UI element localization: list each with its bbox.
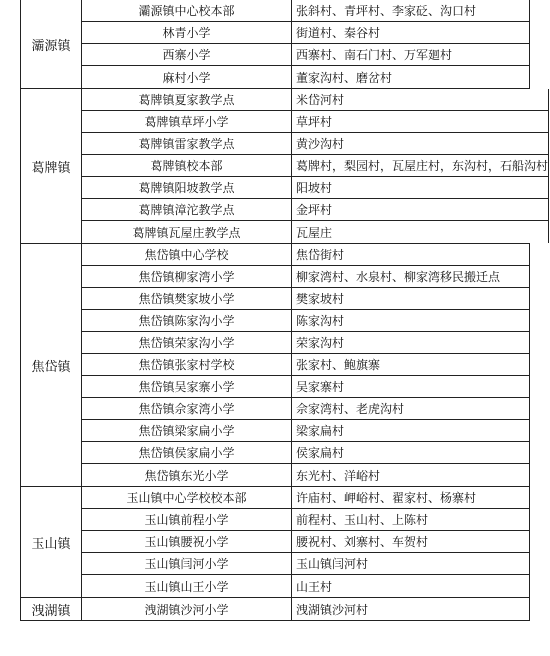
service-area-cell: 荣家沟村 [292,332,530,353]
table-row [82,89,549,111]
service-area-cell: 金坪村 [292,199,549,220]
town-name-cell: 灞源镇 [20,0,82,88]
table-row [82,221,549,243]
town-name-cell: 葛牌镇 [20,89,82,243]
table-row [82,199,549,221]
service-area-cell: 张斜村、青坪村、李家砭、沟口村 [292,0,530,21]
town-group [20,89,549,244]
table-row [82,598,530,620]
service-area-cell: 佘家湾村、老虎沟村 [292,398,530,419]
service-area-cell: 西寨村、南石门村、万军廻村 [292,44,530,65]
service-area-cell: 葛牌村，梨园村，瓦屋庄村，东沟村，石船沟村 [292,155,549,176]
service-area-cell: 许庙村、岬峪村、翟家村、杨寨村 [292,487,530,508]
town-name-cell: 玉山镇 [20,487,82,597]
table-row [82,531,530,553]
table-row [82,266,530,288]
table-row [82,310,530,332]
table-row [82,111,549,133]
service-area-cell: 玉山镇闫河村 [292,553,530,574]
table-row [82,44,530,66]
school-rows [82,89,549,243]
school-rows [82,487,530,597]
school-name-cell: 玉山镇山王小学 [82,575,292,597]
school-name-cell: 玉山镇前程小学 [82,509,292,530]
service-area-cell: 柳家湾村、水泉村、柳家湾移民搬迁点 [292,266,530,287]
service-area-cell: 前程村、玉山村、上陈村 [292,509,530,530]
service-area-cell: 董家沟村、磨岔村 [292,66,530,88]
table-row [82,509,530,531]
town-group [20,0,530,89]
school-rows [82,0,530,88]
school-name-cell: 灞源镇中心校本部 [82,0,292,21]
school-name-cell: 葛牌镇漳沱教学点 [82,199,292,220]
school-name-cell: 焦岱镇张家村学校 [82,354,292,375]
town-group [20,244,530,487]
school-name-cell: 葛牌镇雷家教学点 [82,133,292,154]
table-row [82,487,530,509]
town-group [20,598,530,621]
table-row [82,177,549,199]
table-row [82,288,530,310]
school-name-cell: 焦岱镇中心学校 [82,244,292,265]
table-row [82,66,530,88]
table-row [82,420,530,442]
school-name-cell: 焦岱镇侯家扁小学 [82,442,292,463]
school-name-cell: 葛牌镇草坪小学 [82,111,292,132]
school-name-cell: 焦岱镇佘家湾小学 [82,398,292,419]
service-area-cell: 陈家沟村 [292,310,530,331]
school-name-cell: 葛牌镇夏家教学点 [82,89,292,110]
table-row [82,244,530,266]
table-row [82,354,530,376]
school-name-cell: 玉山镇中心学校校本部 [82,487,292,508]
table-row [82,332,530,354]
school-name-cell: 葛牌镇瓦屋庄教学点 [82,221,292,243]
school-name-cell: 焦岱镇梁家扁小学 [82,420,292,441]
service-area-cell: 阳坡村 [292,177,549,198]
service-area-cell: 焦岱街村 [292,244,530,265]
service-area-cell: 草坪村 [292,111,549,132]
table-row [82,464,530,486]
school-name-cell: 洩湖镇沙河小学 [82,598,292,620]
table-row [82,133,549,155]
table-row [82,575,530,597]
table-row [82,398,530,420]
service-area-cell: 山王村 [292,575,530,597]
school-name-cell: 葛牌镇阳坡教学点 [82,177,292,198]
school-rows [82,244,530,486]
service-area-cell: 腰祝村、刘寨村、车贺村 [292,531,530,552]
service-area-cell: 张家村、鲍旗寨 [292,354,530,375]
school-name-cell: 焦岱镇柳家湾小学 [82,266,292,287]
table-row [82,376,530,398]
school-name-cell: 焦岱镇吴家寨小学 [82,376,292,397]
school-name-cell: 焦岱镇樊家坡小学 [82,288,292,309]
service-area-cell: 黄沙沟村 [292,133,549,154]
school-name-cell: 葛牌镇校本部 [82,155,292,176]
school-name-cell: 焦岱镇东光小学 [82,464,292,486]
town-name-cell: 焦岱镇 [20,244,82,486]
school-name-cell: 焦岱镇荣家沟小学 [82,332,292,353]
table-row [82,553,530,575]
town-name-cell: 洩湖镇 [20,598,82,620]
school-name-cell: 麻村小学 [82,66,292,88]
school-name-cell: 焦岱镇陈家沟小学 [82,310,292,331]
school-district-table [20,0,549,621]
service-area-cell: 洩湖镇沙河村 [292,598,530,620]
school-rows [82,598,530,620]
town-group [20,487,530,598]
school-name-cell: 西寨小学 [82,44,292,65]
service-area-cell: 侯家扁村 [292,442,530,463]
table-row [82,0,530,22]
service-area-cell: 东光村、洋峪村 [292,464,530,486]
table-row [82,442,530,464]
table-row [82,22,530,44]
school-name-cell: 玉山镇闫河小学 [82,553,292,574]
school-name-cell: 玉山镇腰祝小学 [82,531,292,552]
table-row [82,155,549,177]
service-area-cell: 米岱河村 [292,89,549,110]
service-area-cell: 吴家寨村 [292,376,530,397]
service-area-cell: 樊家坡村 [292,288,530,309]
service-area-cell: 街道村、秦谷村 [292,22,530,43]
service-area-cell: 梁家扁村 [292,420,530,441]
service-area-cell: 瓦屋庄 [292,221,549,243]
school-name-cell: 林青小学 [82,22,292,43]
